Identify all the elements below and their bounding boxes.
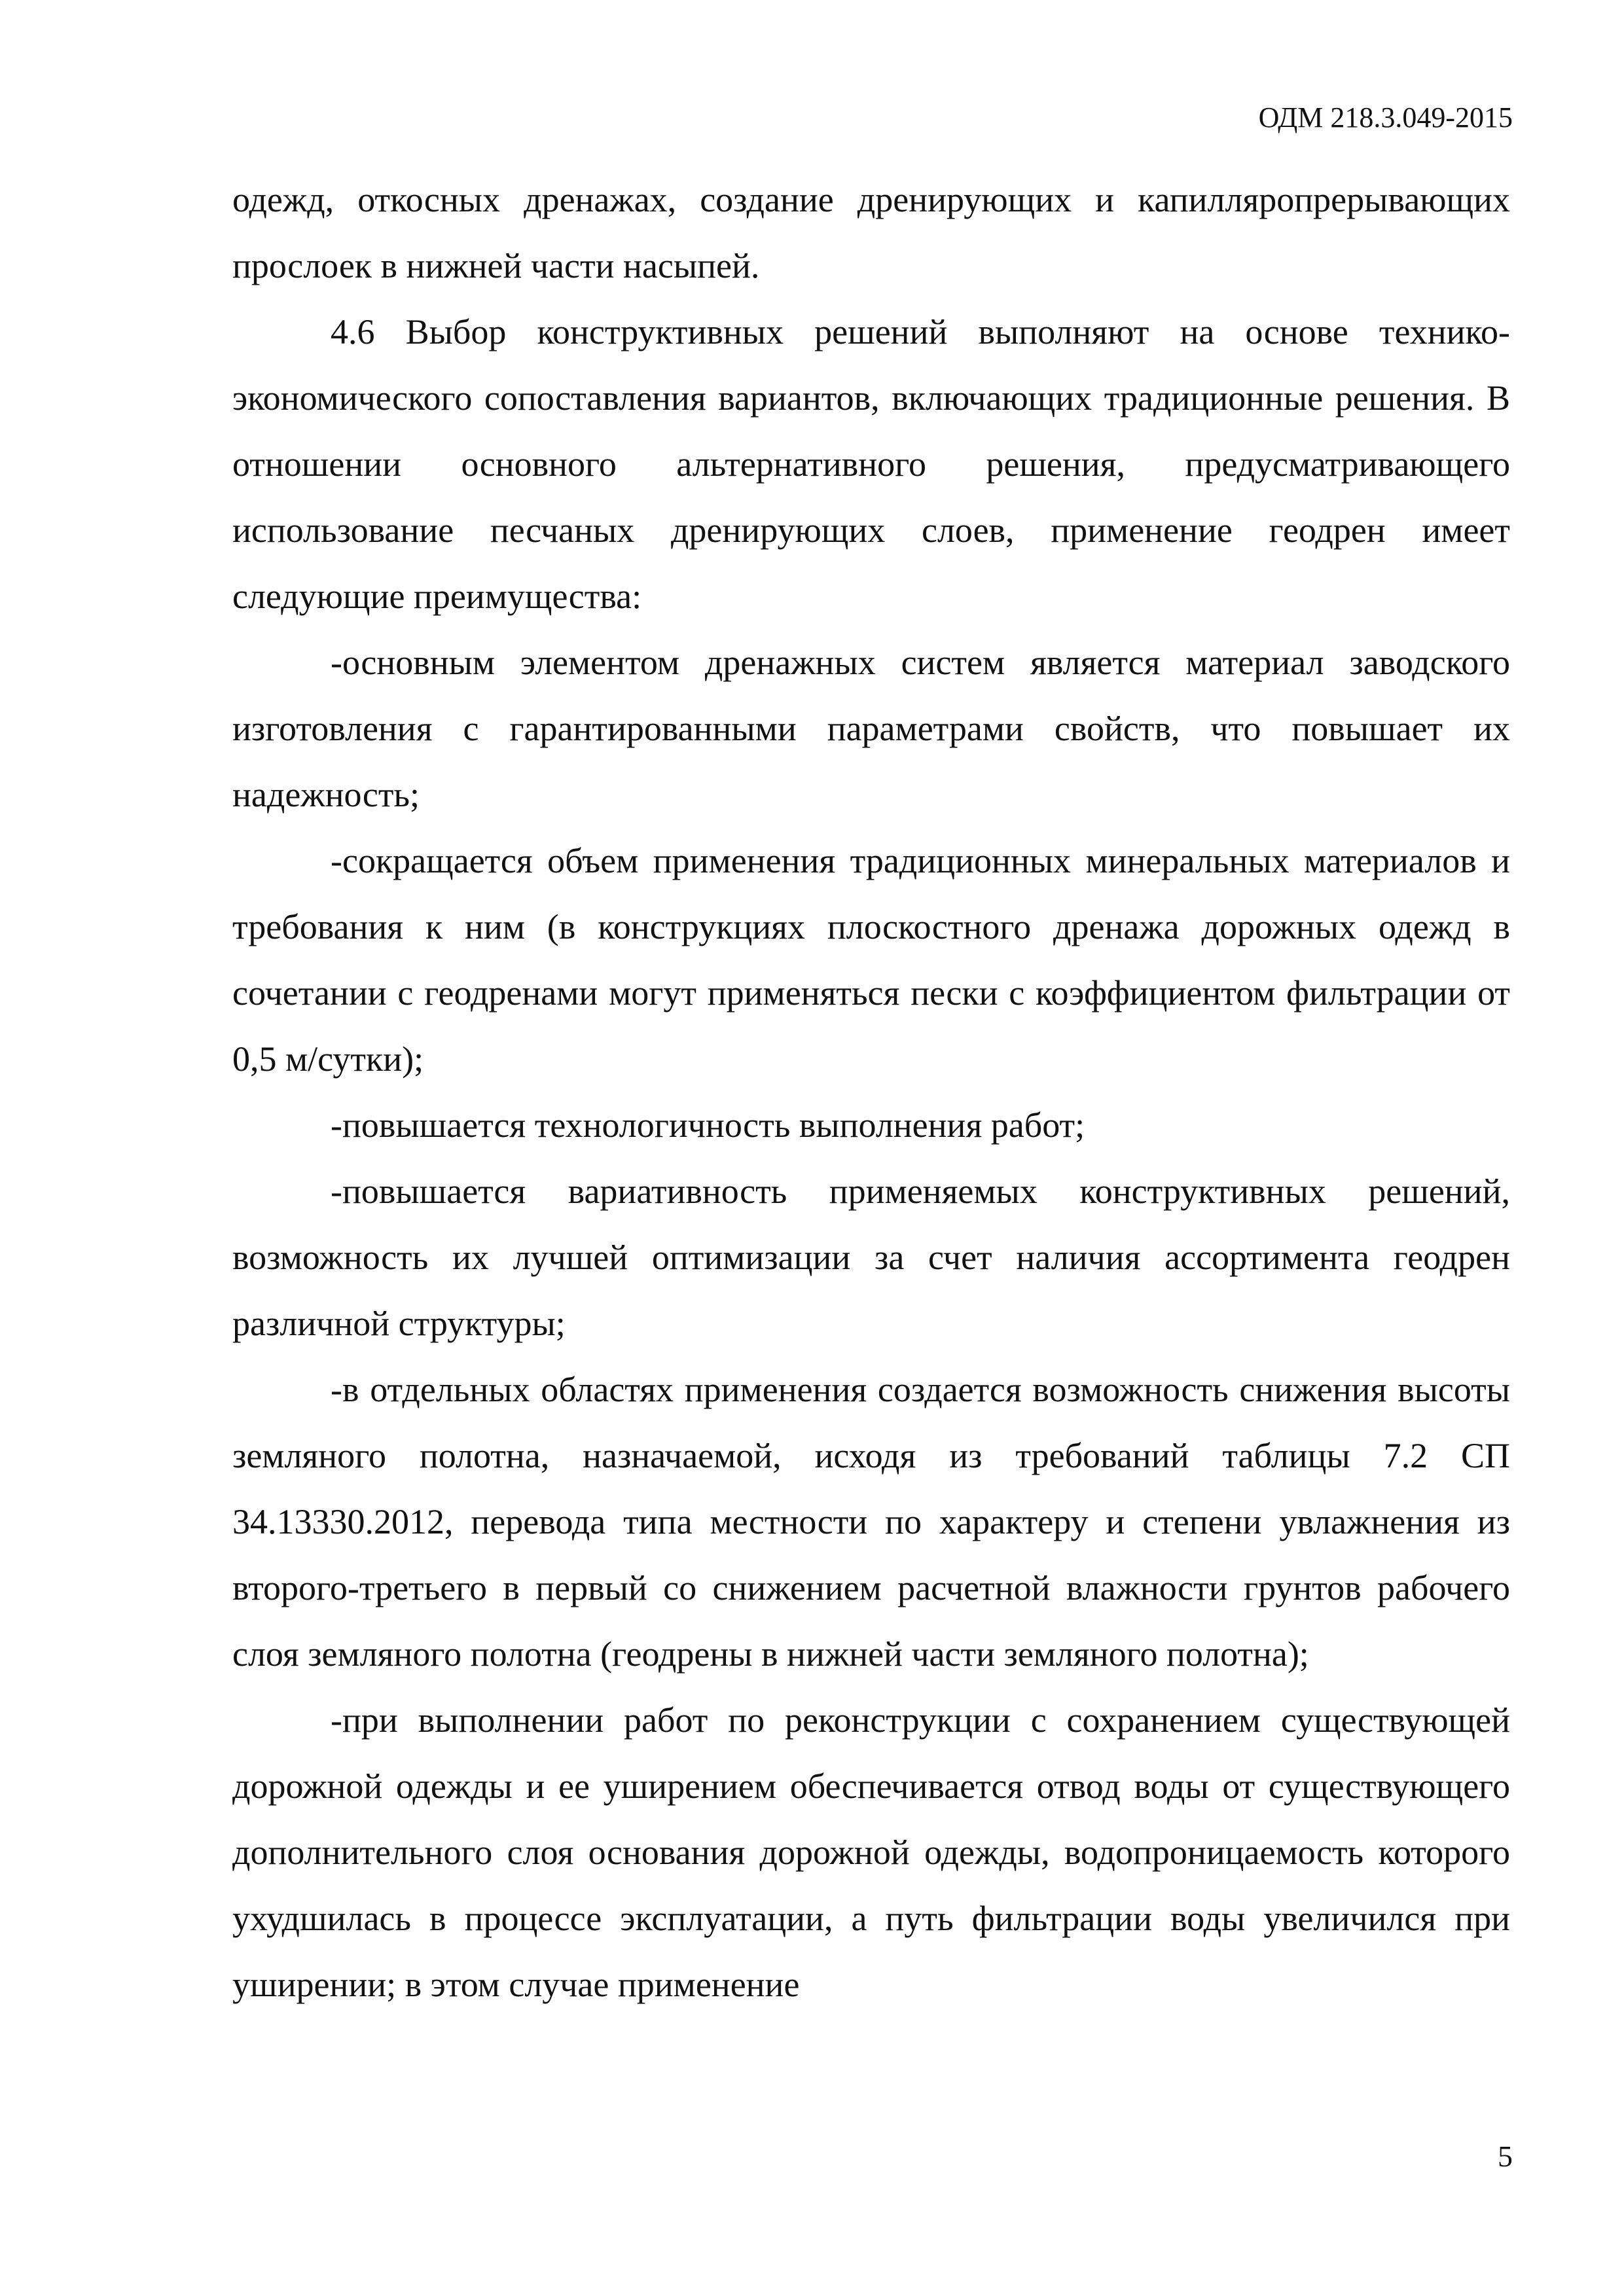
list-item-advantage-4: -повышается вариативность применяемых конструктивных решений, возможность их лучшей оптимизации за счет наличия ассортимента геодрен различной структуры; [232, 1172, 1510, 1343]
list-item-advantage-6: -при выполнении работ по реконструкции с сохранением существующей дорожной одежды и ее уширением обеспечивается отвод воды от существующего дополнительного слоя основания дорожной одежды, водопроницаемость которого ухудшилась в процессе эксплуатации, а путь фильтрации воды увеличился при уширении; в этом случае применение [232, 1700, 1510, 2004]
document-code: ОДМ 218.3.049-2015 [1258, 101, 1513, 134]
list-item-advantage-3: -повышается технологичность выполнения работ; [331, 1105, 1085, 1145]
list-item-advantage-5: -в отдельных областях применения создается возможность снижения высоты земляного полотна, назначаемой, исходя из требований таблицы 7.2 СП 34.13330.2012, перевода типа местности по характеру и степени увлажнения из второго-третьего в первый со снижением расчетной влажности грунтов рабочего слоя земляного полотна (геодрены в нижней части земляного полотна); [232, 1370, 1510, 1674]
list-item-advantage-1: -основным элементом дренажных систем является материал заводского изготовления с гарантированными параметрами свойств, что повышает их надежность; [232, 643, 1510, 814]
page-body [232, 167, 1510, 2018]
list-item-advantage-2: -сокращается объем применения традиционных минеральных материалов и требования к ним (в конструкциях плоскостного дренажа дорожных одежд в сочетании с геодренами могут применяться пески с коэффициентом фильтрации от 0,5 м/сутки); [232, 841, 1510, 1079]
paragraph-continuation: одежд, откосных дренажах, создание дренирующих и капилляропрерывающих прослоек в нижней части насыпей. [232, 180, 1510, 285]
paragraph-section-4-6: 4.6 Выбор конструктивных решений выполняют на основе технико-экономического сопоставления вариантов, включающих традиционные решения. В отношении основного альтернативного решения, предусматривающего использование песчаных дренирующих слоев, применение геодрен имеет следующие преимущества: [232, 312, 1510, 616]
page-number: 5 [1498, 2140, 1513, 2173]
